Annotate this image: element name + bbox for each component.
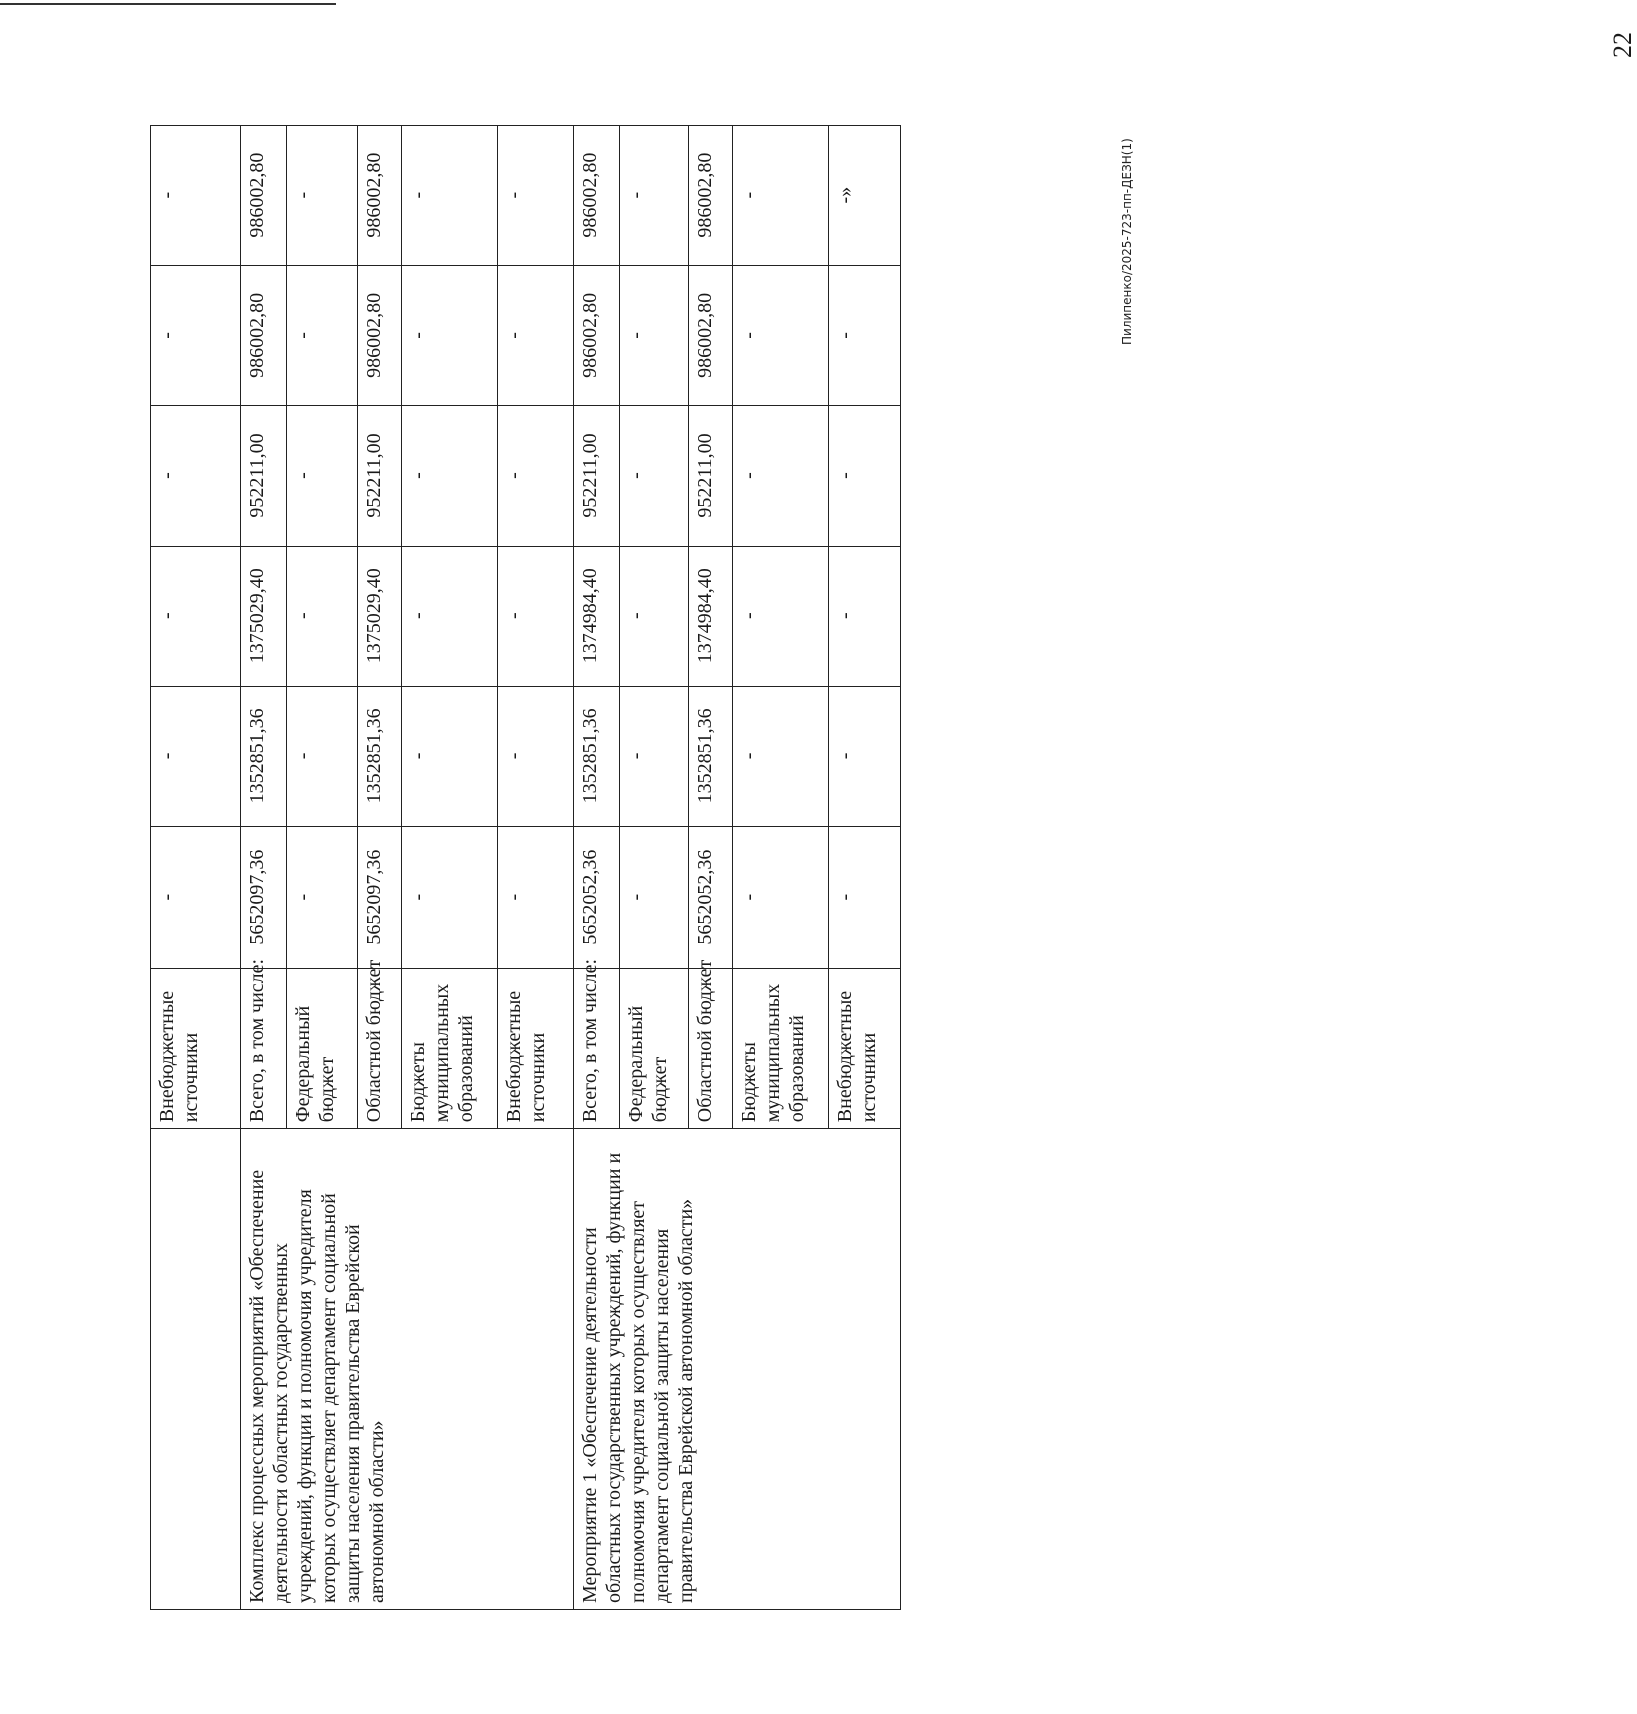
value-cell: 986002,80 xyxy=(689,266,733,406)
value-cell: - xyxy=(402,686,498,826)
value-cell: - xyxy=(829,686,901,826)
value-cell: - xyxy=(733,686,829,826)
value-cell: 1374984,40 xyxy=(689,546,733,686)
value-cell: - xyxy=(829,546,901,686)
funding-source-cell: Всего, в том числе: xyxy=(574,969,620,1129)
value-cell: - xyxy=(498,686,574,826)
value-cell: - xyxy=(829,266,901,406)
value-cell: - xyxy=(287,546,358,686)
value-cell: 952211,00 xyxy=(689,406,733,546)
value-cell: - xyxy=(287,686,358,826)
value-cell: 986002,80 xyxy=(241,126,287,266)
value-cell: 5652052,36 xyxy=(689,826,733,968)
funding-source-cell: Внебюджетные источники xyxy=(498,969,574,1129)
description-cell: Комплекс процессных мероприятий «Обеспечение деятельности областных государственных учреждений, функции и полномочия учредителя которых осуществляет департамент социальной защиты населения правительства Еврейской автономной области» xyxy=(241,1129,574,1610)
rotated-page-content xyxy=(150,125,880,1610)
value-cell: - xyxy=(498,826,574,968)
value-cell: 1374984,40 xyxy=(574,546,620,686)
value-cell: 986002,80 xyxy=(241,266,287,406)
funding-source-cell: Федеральный бюджет xyxy=(287,969,358,1129)
value-cell: - xyxy=(620,826,689,968)
funding-source-cell: Внебюджетные источники xyxy=(829,969,901,1129)
value-cell: - xyxy=(287,406,358,546)
value-cell: - xyxy=(620,546,689,686)
value-cell: 986002,80 xyxy=(574,266,620,406)
value-cell: 952211,00 xyxy=(241,406,287,546)
value-cell: - xyxy=(498,126,574,266)
value-cell: 5652097,36 xyxy=(241,826,287,968)
funding-source-cell: Бюджеты муниципальных образований xyxy=(733,969,829,1129)
value-cell: 952211,00 xyxy=(358,406,402,546)
document-id: Пилипенко/2025-723-пп-ДЕЗН(1) xyxy=(1120,138,1134,345)
value-cell: - xyxy=(620,406,689,546)
value-cell: 952211,00 xyxy=(574,406,620,546)
value-cell: - xyxy=(498,546,574,686)
description-cell: Мероприятие 1 «Обеспечение деятельности областных государственных учреждений, функции и полномочия учредителя которых осуществляет департамент социальной защиты населения правительства Еврейской автономной области» xyxy=(574,1129,901,1610)
value-cell: - xyxy=(151,406,241,546)
value-cell: - xyxy=(620,266,689,406)
value-cell: - xyxy=(620,126,689,266)
funding-source-cell: Внебюджетные источники xyxy=(151,969,241,1129)
value-cell: - xyxy=(151,546,241,686)
table-row xyxy=(241,126,287,1610)
funding-source-cell: Всего, в том числе: xyxy=(241,969,287,1129)
value-cell: 986002,80 xyxy=(574,126,620,266)
value-cell: - xyxy=(402,546,498,686)
value-cell: 5652052,36 xyxy=(574,826,620,968)
value-cell: - xyxy=(620,686,689,826)
value-cell: 1352851,36 xyxy=(241,686,287,826)
value-cell: - xyxy=(498,406,574,546)
page-number: 22 xyxy=(1608,32,1637,58)
funding-source-cell: Бюджеты муниципальных образований xyxy=(402,969,498,1129)
value-cell: -» xyxy=(829,126,901,266)
value-cell: - xyxy=(402,266,498,406)
value-cell: - xyxy=(733,406,829,546)
value-cell: - xyxy=(151,826,241,968)
value-cell: - xyxy=(151,126,241,266)
value-cell: - xyxy=(287,266,358,406)
budget-table xyxy=(150,125,901,1610)
value-cell: 1352851,36 xyxy=(574,686,620,826)
value-cell: 986002,80 xyxy=(358,266,402,406)
table-row xyxy=(574,126,620,1610)
value-cell: 1375029,40 xyxy=(358,546,402,686)
value-cell: 1352851,36 xyxy=(358,686,402,826)
value-cell: 5652097,36 xyxy=(358,826,402,968)
funding-source-cell: Областной бюджет xyxy=(358,969,402,1129)
value-cell: - xyxy=(733,126,829,266)
description-cell xyxy=(151,1129,241,1610)
value-cell: - xyxy=(402,826,498,968)
top-rule xyxy=(0,3,336,5)
value-cell: 986002,80 xyxy=(689,126,733,266)
value-cell: - xyxy=(733,826,829,968)
value-cell: 1375029,40 xyxy=(241,546,287,686)
value-cell: - xyxy=(287,126,358,266)
funding-source-cell: Федеральный бюджет xyxy=(620,969,689,1129)
funding-source-cell: Областной бюджет xyxy=(689,969,733,1129)
value-cell: - xyxy=(498,266,574,406)
value-cell: - xyxy=(829,406,901,546)
value-cell: - xyxy=(733,266,829,406)
value-cell: - xyxy=(287,826,358,968)
value-cell: 1352851,36 xyxy=(689,686,733,826)
value-cell: 986002,80 xyxy=(358,126,402,266)
value-cell: - xyxy=(402,126,498,266)
value-cell: - xyxy=(733,546,829,686)
table-row xyxy=(151,126,241,1610)
value-cell: - xyxy=(151,266,241,406)
value-cell: - xyxy=(151,686,241,826)
value-cell: - xyxy=(402,406,498,546)
value-cell: - xyxy=(829,826,901,968)
